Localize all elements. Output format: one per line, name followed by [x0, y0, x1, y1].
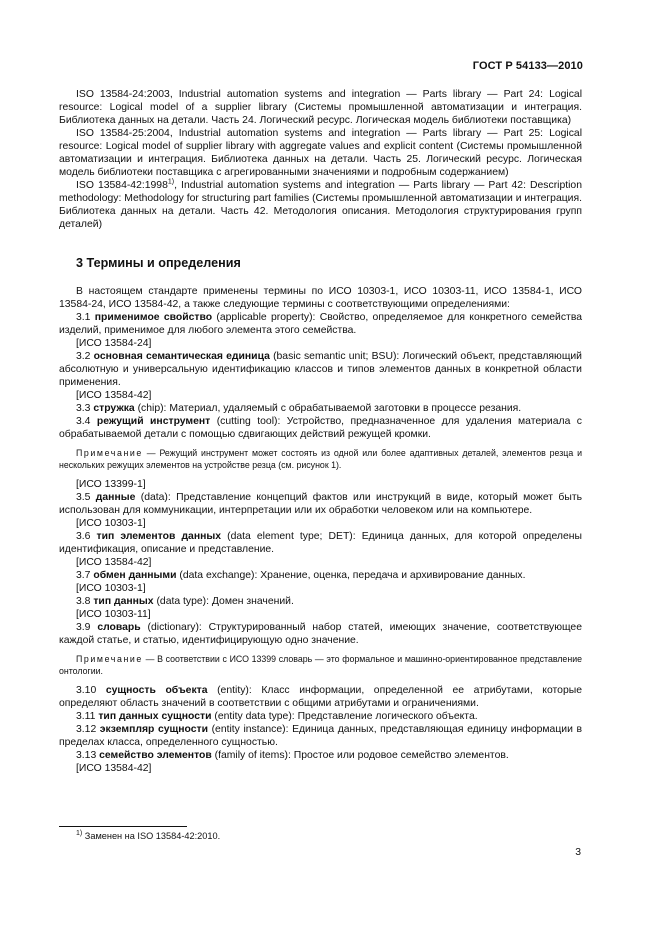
- term-definition: (entity data type): Представление логического объекта.: [211, 711, 478, 722]
- term-definition: (data): Представление концепций фактов или инструкций в виде, который может быть использован для коммуникации, интерпретации или их обработки человеком или на компьютере.: [59, 492, 582, 516]
- reference-iso-13584-24: ISO 13584-24:2003, Industrial automation systems and integration — Parts library — Part 24: Logical resource: Logical model of a supplier library (Системы промышленной автоматизации и интеграция. Библиотека данных на детали. Часть 24. Логический ресурс. Логическая модель библиотеки поставщика): [59, 89, 582, 126]
- term-definition: (family of items): Простое или родовое семейство элементов.: [211, 750, 509, 761]
- term-definition: (dictionary): Структурированный набор статей, имеющих значение, соответствующее каждой статье, и статью, идентифицирующую одно значение.: [59, 622, 582, 646]
- term-source: [ИСО 13584-42]: [76, 557, 152, 568]
- term-number: 3.3: [76, 403, 94, 414]
- term-3-2: [59, 350, 582, 389]
- footnote: [76, 830, 220, 842]
- term-name: тип данных сущности: [98, 711, 212, 722]
- term-number: 3.11: [76, 711, 99, 722]
- term-3-6: [59, 530, 582, 556]
- note-label: Примечание: [76, 654, 143, 664]
- term-definition: (basic semantic unit; BSU): Логический объект, представляющий абсолютную и универсальную идентификацию классов и типов элементов данных в конкретной области применения.: [59, 351, 582, 388]
- term-name: тип данных: [93, 596, 154, 607]
- term-3-8: [59, 595, 582, 608]
- section-intro: В настоящем стандарте применены термины по ИСО 10303-1, ИСО 10303-11, ИСО 13584-1, ИСО 13584-24, ИСО 13584-42, а также следующие термины с соответствующими определениями:: [59, 286, 582, 310]
- term-definition: (data type): Домен значений.: [153, 596, 294, 607]
- term-name: тип элементов данных: [96, 531, 222, 542]
- note-text: — В соответствии с ИСО 13399 словарь — это формальное и машинно-ориентированное представление онтологии.: [59, 654, 582, 676]
- term-number: 3.4: [76, 416, 97, 427]
- term-number: 3.2: [76, 351, 94, 362]
- term-definition: (entity instance): Единица данных, представляющая единицу информации в пределах класса, определенного сущностью.: [59, 724, 582, 748]
- footnote-text: Заменен на ISO 13584-42:2010.: [82, 831, 221, 841]
- term-note: [59, 448, 582, 471]
- term-name: стружка: [93, 403, 135, 414]
- footnote-separator: [59, 826, 187, 827]
- term-3-10: [59, 684, 582, 710]
- reference-text: , Industrial automation systems and integration — Parts library — Part 42: Description methodology: Methodology for structuring part families (Системы промышленной автоматизации и интеграция. Библиотека данных на детали. Часть 42. Методология описания. Методология структурирования групп деталей): [59, 180, 582, 230]
- reference-iso-13584-42: [59, 179, 582, 231]
- term-3-11: [59, 710, 582, 723]
- page-number: 3: [575, 847, 581, 858]
- note-label: Примечание: [76, 448, 143, 458]
- term-name: данные: [95, 492, 136, 503]
- term-3-12: [59, 723, 582, 749]
- term-definition: (applicable property): Свойство, определяемое для конкретного семейства изделий, применимое для любого элемента этого семейства.: [59, 312, 582, 336]
- term-source: [ИСО 13399-1]: [76, 479, 146, 490]
- term-number: 3.6: [76, 531, 97, 542]
- term-number: 3.13: [76, 750, 100, 761]
- term-source: [ИСО 13584-42]: [76, 390, 152, 401]
- term-3-9: [59, 621, 582, 647]
- section-title: 3 Термины и определения: [76, 256, 241, 270]
- term-definition: (chip): Материал, удаляемый с обрабатываемой заготовки в процессе резания.: [134, 403, 522, 414]
- term-name: сущность объекта: [105, 685, 208, 696]
- footnote-ref: 1): [167, 178, 175, 186]
- term-3-4: [59, 415, 582, 441]
- term-3-7: [59, 569, 582, 582]
- term-name: семейство элементов: [99, 750, 212, 761]
- term-note: [59, 654, 582, 677]
- term-definition: (cutting tool): Устройство, предназначенное для удаления материала с обрабатываемой детали с помощью сдвигающих действий режущей кромки.: [59, 416, 582, 440]
- page-body: [59, 88, 582, 775]
- term-number: 3.7: [76, 570, 94, 581]
- term-number: 3.1: [76, 312, 95, 323]
- term-3-3: [59, 402, 582, 415]
- term-name: обмен данными: [93, 570, 177, 581]
- term-source: [ИСО 10303-1]: [76, 583, 146, 594]
- term-name: режущий инструмент: [96, 416, 211, 427]
- term-source: [ИСО 10303-1]: [76, 518, 146, 529]
- term-definition: (data element type; DET): Единица данных, для которой определены идентификация, описание и представление.: [59, 531, 582, 555]
- term-source: [ИСО 10303-11]: [76, 609, 151, 620]
- term-definition: (data exchange): Хранение, оценка, передача и архивирование данных.: [176, 570, 526, 581]
- term-definition: (entity): Класс информации, определенной ее атрибутами, которые определяют область значений в соответствии с общими атрибутами и ограничениями.: [59, 685, 582, 709]
- term-3-13: [59, 749, 582, 762]
- term-name: экземпляр сущности: [99, 724, 209, 735]
- term-3-1: [59, 311, 582, 337]
- reference-code: ISO 13584-42:1998: [76, 180, 168, 191]
- reference-iso-13584-25: ISO 13584-25:2004, Industrial automation systems and integration — Parts library — Part 25: Logical resource: Logical model of supplier library with aggregate values and explicit content (Системы промышленной автоматизации и интеграция. Библиотека данных на детали. Часть 25. Логический ресурс. Логическая модель библиотеки поставщика с агрегированными значениями и подробным содержанием): [59, 128, 582, 178]
- term-number: 3.12: [76, 724, 100, 735]
- note-text: — Режущий инструмент может состоять из одной или более адаптивных деталей, элементов резца и нескольких режущих элементов на устройстве резца (см. рисунок 1).: [59, 448, 582, 470]
- standard-header: ГОСТ Р 54133—2010: [472, 60, 583, 72]
- term-number: 3.5: [76, 492, 96, 503]
- term-number: 3.9: [76, 622, 98, 633]
- term-number: 3.10: [76, 685, 106, 696]
- term-name: основная семантическая единица: [93, 351, 270, 362]
- term-source: [ИСО 13584-42]: [76, 763, 152, 774]
- term-name: словарь: [97, 622, 141, 633]
- term-number: 3.8: [76, 596, 94, 607]
- footnote-mark: 1): [76, 829, 83, 837]
- term-source: [ИСО 13584-24]: [76, 338, 152, 349]
- term-name: применимое свойство: [94, 312, 213, 323]
- term-3-5: [59, 491, 582, 517]
